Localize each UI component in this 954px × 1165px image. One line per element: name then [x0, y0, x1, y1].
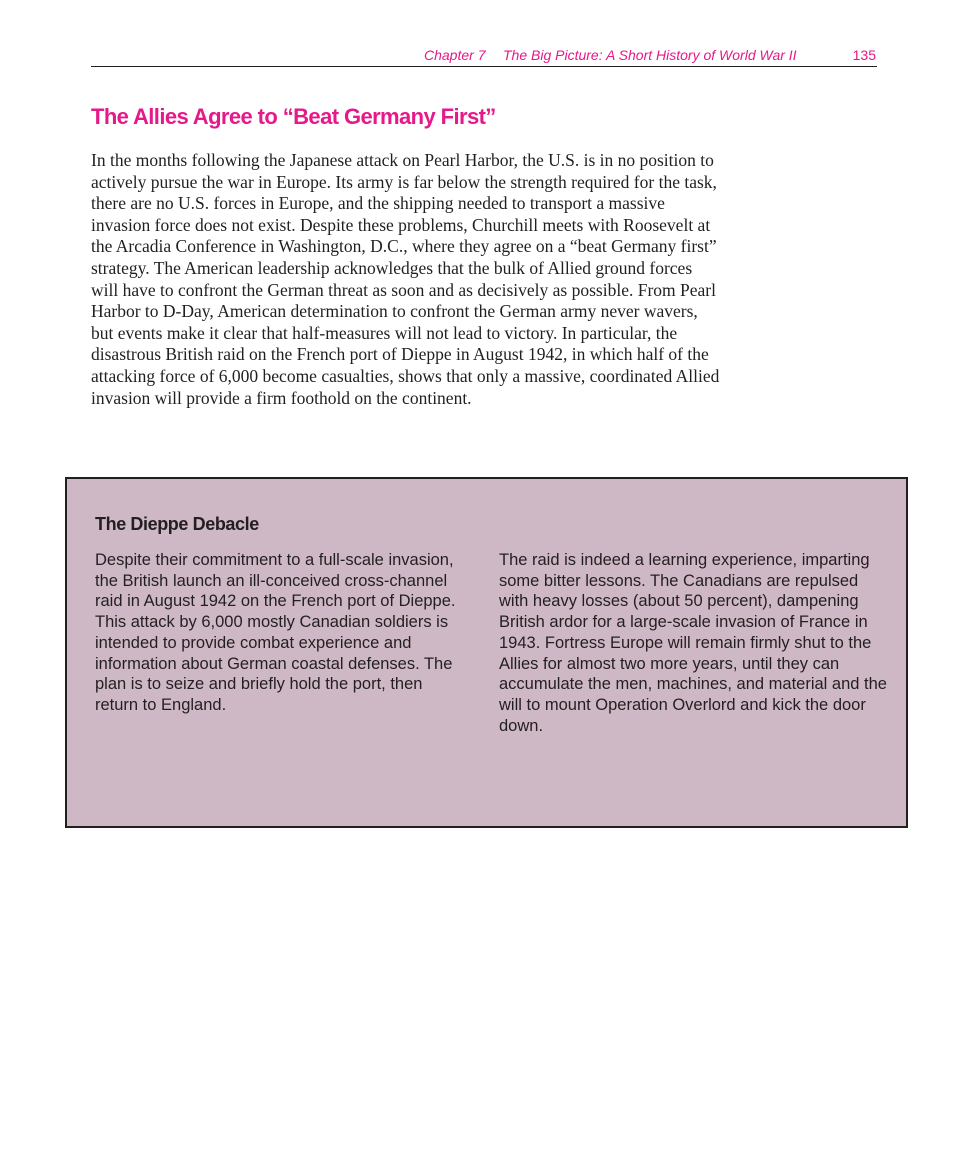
sidebar-box	[65, 477, 908, 828]
chapter-label: Chapter 7	[424, 47, 486, 63]
sidebar-heading: The Dieppe Debacle	[95, 514, 259, 534]
sidebar-right-column: The raid is indeed a learning experience, imparting some bitter lessons. The Canadians are repulsed with heavy losses (about 50 percent), dampening British ardor for a large-scale invasion of France in 1943. Fortress Europe will remain firmly shut to the Allies for almost two more years, until they can accumulate the men, machines, and material and the will to mount Operation Overlord and kick the door down.	[499, 551, 887, 735]
body-paragraph: In the months following the Japanese attack on Pearl Harbor, the U.S. is in no position to actively pursue the war in Europe. Its army is far below the strength required for the task, there are no U.S. forces in Europe, and the shipping needed to transport a massive invasion force does not exist. Despite these problems, Churchill meets with Roosevelt at the Arcadia Conference in Washington, D.C., where they agree on a “beat Germany first” strategy. The American leadership acknowledges that the bulk of Allied ground forces will have to confront the German threat as soon and as decisively as possible. From Pearl Harbor to D-Day, American determination to confront the German army never wavers, but events make it clear that half-measures will not lead to victory. In particular, the disastrous British raid on the French port of Dieppe in August 1942, in which half of the attacking force of 6,000 become casualties, shows that only a massive, coordinated Allied invasion will provide a firm foothold on the continent.	[91, 150, 720, 408]
section-heading: The Allies Agree to “Beat Germany First”	[91, 104, 496, 129]
page-number: 135	[852, 47, 876, 63]
book-title: The Big Picture: A Short History of World War II	[503, 47, 797, 63]
sidebar-left-column: Despite their commitment to a full-scale invasion, the British launch an ill-conceived cross-channel raid in August 1942 on the French port of Dieppe. This attack by 6,000 mostly Canadian soldiers is intended to provide combat experience and information about German coastal defenses. The plan is to seize and briefly hold the port, then return to England.	[95, 551, 456, 714]
running-head	[91, 46, 877, 67]
